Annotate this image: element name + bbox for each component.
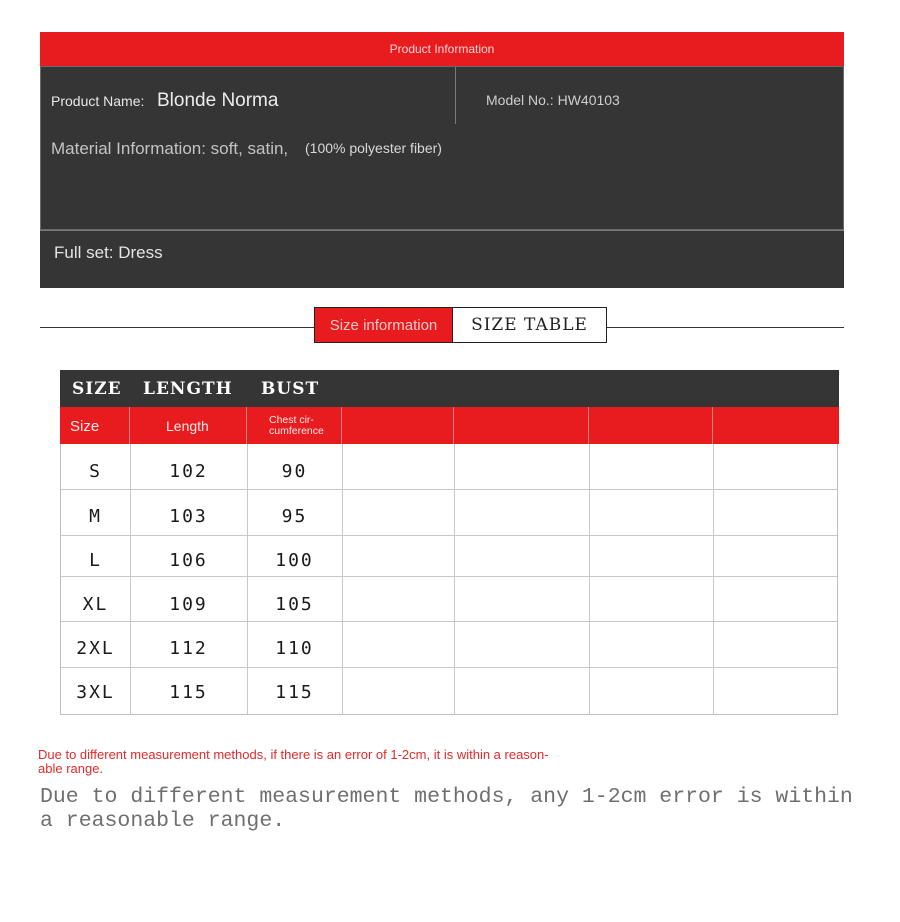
header-divider — [341, 407, 342, 444]
header-divider — [712, 407, 713, 444]
grid-divider — [61, 489, 837, 490]
cell-bust: 100 — [275, 550, 314, 571]
material-label: Material Information: soft, satin, — [51, 139, 289, 158]
col-header-length: Length — [166, 418, 209, 434]
col-header-chest: Chest cir- cumference — [269, 414, 324, 437]
header-length: LENGTH — [143, 379, 233, 399]
header-size: SIZE — [72, 379, 122, 399]
cell-size: XL — [82, 594, 109, 615]
full-set-row — [40, 230, 844, 288]
grid-divider — [713, 444, 714, 714]
measurement-note-gray: Due to different measurement methods, any 1-2cm error is within a reasonable range. — [40, 785, 853, 833]
grid-divider — [61, 621, 837, 622]
header-bust: BUST — [261, 379, 320, 399]
cell-bust: 105 — [275, 594, 314, 615]
grid-divider — [342, 444, 343, 714]
size-table-title: SIZE TABLE — [452, 307, 607, 343]
cell-length: 106 — [169, 550, 208, 571]
grid-divider — [247, 444, 248, 714]
header-divider — [588, 407, 589, 444]
product-name-label: Product Name: — [51, 93, 145, 109]
col-header-size: Size — [70, 418, 100, 435]
cell-length: 109 — [169, 594, 208, 615]
cell-length: 103 — [169, 506, 208, 527]
grid-divider — [61, 667, 837, 668]
material-row — [40, 124, 844, 230]
cell-length: 112 — [169, 638, 208, 659]
cell-size: S — [89, 461, 102, 482]
grid-divider — [454, 444, 455, 714]
size-table-dark-header — [60, 370, 839, 407]
cell-size: 3XL — [76, 682, 115, 703]
header-divider — [453, 407, 454, 444]
product-name-row — [40, 66, 844, 125]
cell-size: 2XL — [76, 638, 115, 659]
size-table-body — [60, 444, 838, 715]
cell-bust: 115 — [275, 682, 314, 703]
size-table-red-header — [60, 407, 839, 444]
size-information-tag: Size information — [314, 307, 453, 343]
cell-size: L — [89, 550, 102, 571]
full-set-text: Full set: Dress — [54, 243, 163, 262]
cell-size: M — [89, 506, 102, 527]
cell-length: 115 — [169, 682, 208, 703]
material-detail: (100% polyester fiber) — [305, 140, 442, 156]
model-number: Model No.: HW40103 — [486, 92, 620, 108]
row-divider — [455, 67, 456, 124]
cell-bust: 90 — [281, 461, 308, 482]
grid-divider — [61, 535, 837, 536]
grid-divider — [130, 444, 131, 714]
cell-length: 102 — [169, 461, 208, 482]
grid-divider — [589, 444, 590, 714]
cell-bust: 95 — [281, 506, 308, 527]
measurement-note-red: Due to different measurement methods, if there is an error of 1-2cm, it is within a reason- able range. — [38, 747, 549, 776]
header-divider — [129, 407, 130, 444]
product-name-value: Blonde Norma — [157, 90, 279, 111]
product-info-header: Product Information — [40, 32, 844, 66]
grid-divider — [61, 576, 837, 577]
cell-bust: 110 — [275, 638, 314, 659]
header-divider — [246, 407, 247, 444]
